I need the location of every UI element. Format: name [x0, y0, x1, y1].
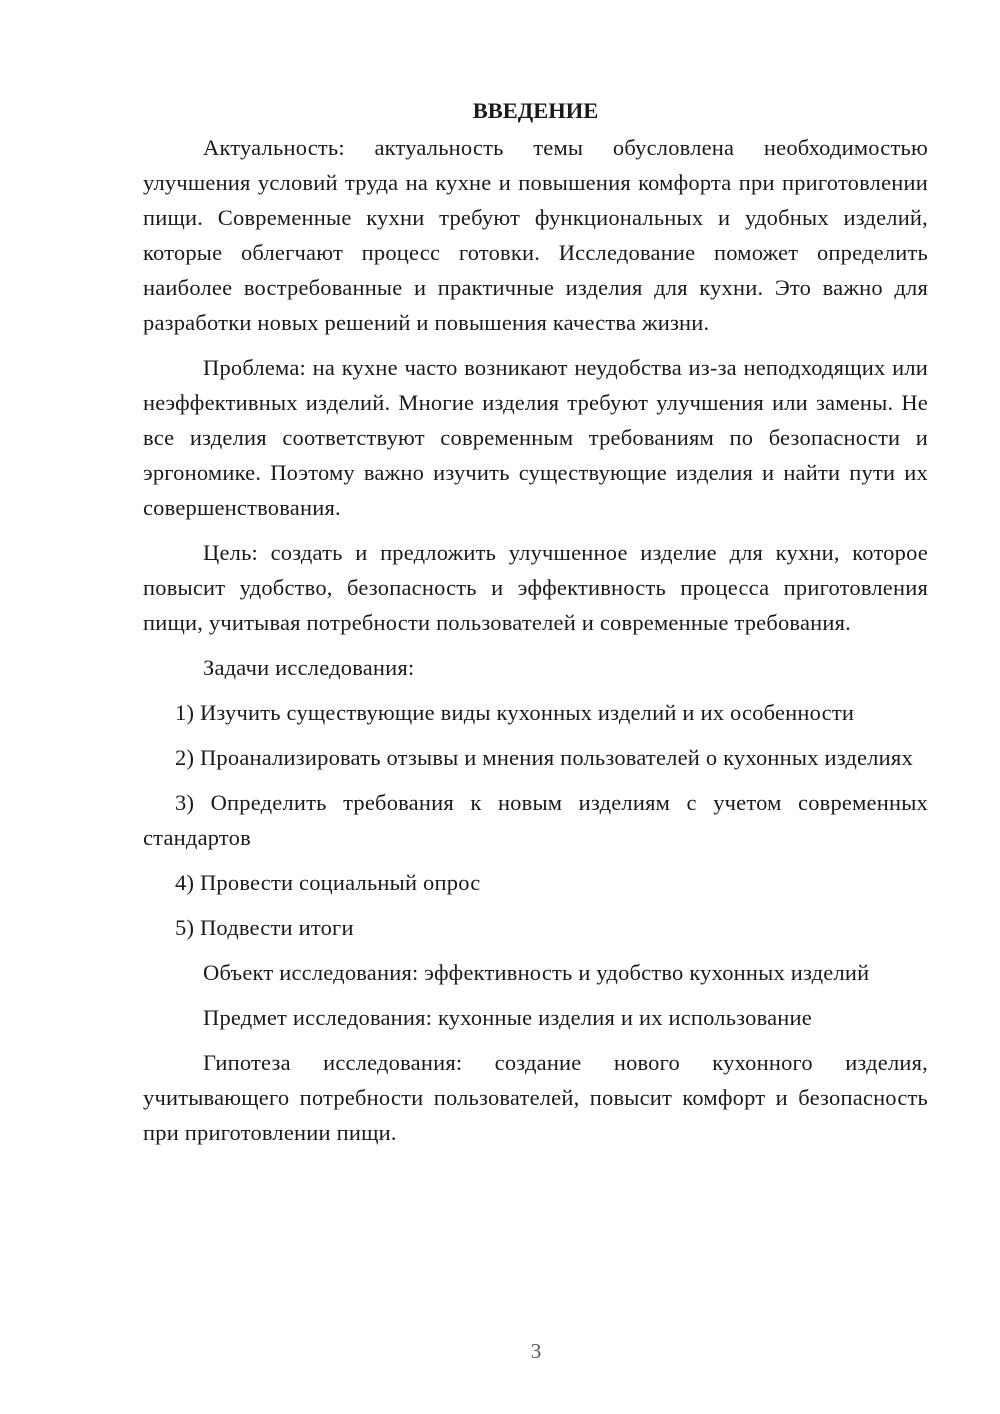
page-number: 3 [530, 1339, 542, 1363]
task-item: 4) Провести социальный опрос [175, 870, 481, 895]
goal-paragraph: Цель: создать и предложить улучшенное изделие для кухни, которое повысит удобство, безопасность и эффективность процесса приготовления пищи, учитывая потребности пользователей и современные требования. [143, 540, 928, 635]
relevance-paragraph: Актуальность: актуальность темы обусловлена необходимостью улучшения условий труда на кухне и повышения комфорта при приготовлении пищи. Современные кухни требуют функциональных и удобных изделий, которые облегчают процесс готовки. Исследование поможет определить наиболее востребованные и практичные изделия для кухни. Это важно для разработки новых решений и повышения качества жизни. [143, 135, 928, 335]
task-item: 3) Определить требования к новым изделиям с учетом современных стандартов [143, 790, 928, 850]
tasks-heading: Задачи исследования: [203, 655, 415, 680]
page-content [143, 93, 928, 1150]
section-title: ВВЕДЕНИЕ [472, 98, 599, 123]
task-item: 5) Подвести итоги [175, 915, 354, 940]
problem-paragraph: Проблема: на кухне часто возникают неудобства из-за неподходящих или неэффективных изделий. Многие изделия требуют улучшения или замены. Не все изделия соответствуют современным требованиям по безопасности и эргономике. Поэтому важно изучить существующие изделия и найти пути их совершенствования. [143, 355, 928, 520]
object-paragraph: Объект исследования: эффективность и удобство кухонных изделий [203, 960, 870, 985]
task-item: 1) Изучить существующие виды кухонных изделий и их особенности [175, 700, 855, 725]
task-item: 2) Проанализировать отзывы и мнения пользователей о кухонных изделиях [175, 745, 913, 770]
hypothesis-paragraph: Гипотеза исследования: создание нового кухонного изделия, учитывающего потребности пользователей, повысит комфорт и безопасность при приготовлении пищи. [143, 1050, 928, 1145]
subject-paragraph: Предмет исследования: кухонные изделия и их использование [203, 1005, 812, 1030]
